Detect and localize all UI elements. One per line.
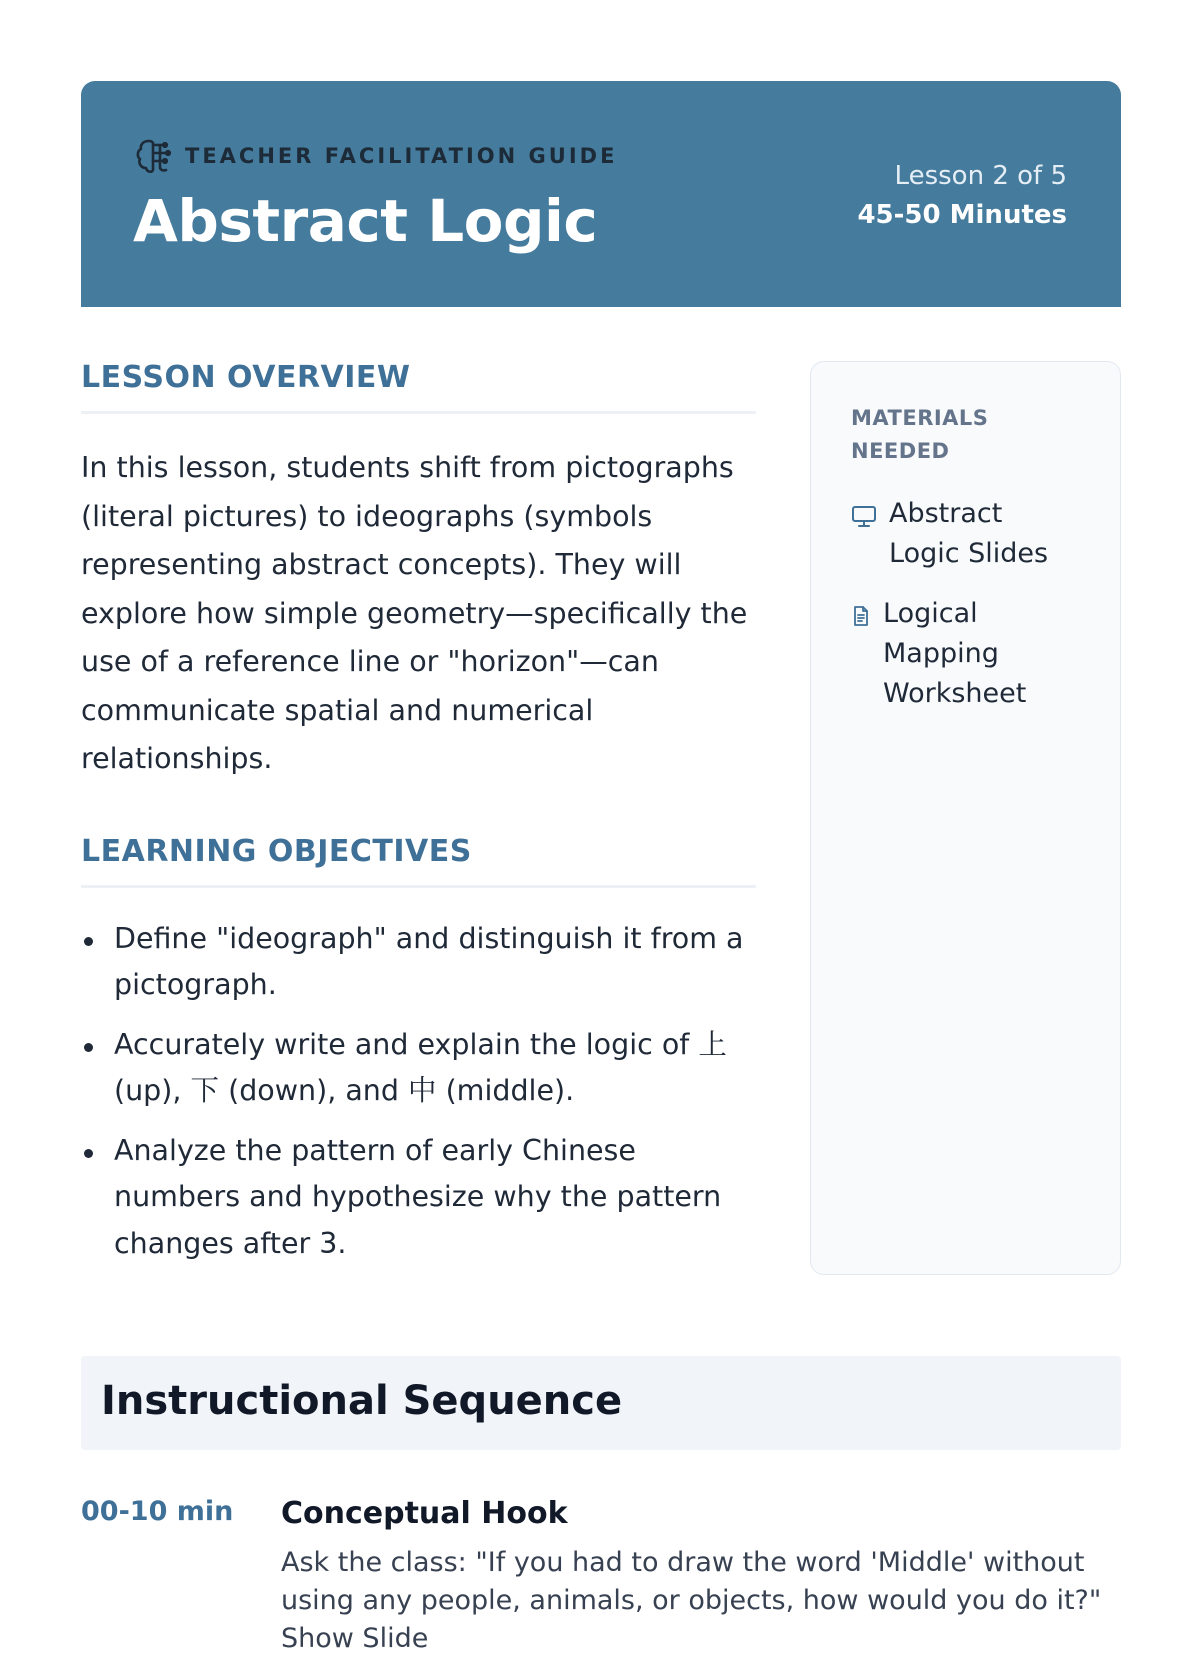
sequence-heading: Instructional Sequence bbox=[101, 1378, 623, 1424]
list-item: Accurately write and explain the logic of 上 (up), 下 (down), and 中 (middle). bbox=[81, 1022, 756, 1115]
lesson-duration: 45-50 Minutes bbox=[857, 200, 1067, 230]
step-title: Conceptual Hook bbox=[281, 1496, 568, 1531]
list-item: Analyze the pattern of early Chinese numbers and hypothesize why the pattern changes after 3. bbox=[81, 1128, 756, 1268]
overview-heading: LESSON OVERVIEW bbox=[81, 360, 756, 414]
material-label: Abstract Logic Slides bbox=[889, 498, 1049, 569]
main-content bbox=[81, 360, 756, 1280]
lesson-number: Lesson 2 of 5 bbox=[894, 161, 1067, 191]
step-time: 00-10 min bbox=[81, 1496, 234, 1527]
list-item: Define "ideograph" and distinguish it from a pictograph. bbox=[81, 916, 756, 1009]
objectives-list bbox=[81, 916, 756, 1268]
material-label: Logical Mapping Worksheet bbox=[883, 598, 1027, 709]
objectives-heading: LEARNING OBJECTIVES bbox=[81, 834, 756, 888]
material-item-worksheet[interactable] bbox=[851, 594, 1080, 714]
materials-sidebar bbox=[810, 361, 1121, 1275]
lesson-header bbox=[81, 81, 1121, 307]
lesson-meta bbox=[857, 157, 1067, 235]
overview-text: In this lesson, students shift from pictographs (literal pictures) to ideographs (symbols representing abstract concepts). They will explore how simple geometry—specifically the use of a reference line or "horizon"—can communicate spatial and numerical relationships. bbox=[81, 451, 748, 775]
materials-list bbox=[851, 494, 1080, 714]
brain-icon bbox=[135, 137, 171, 175]
sequence-header bbox=[81, 1356, 1121, 1450]
materials-heading: MATERIALS NEEDED bbox=[851, 406, 989, 463]
presentation-icon bbox=[851, 504, 877, 528]
step-text: Ask the class: "If you had to draw the word 'Middle' without using any people, animals, or objects, how would you do it?" Show Slide bbox=[281, 1547, 1102, 1654]
material-item-slides[interactable] bbox=[851, 494, 1080, 574]
guide-eyebrow bbox=[135, 137, 617, 175]
guide-eyebrow-label: TEACHER FACILITATION GUIDE bbox=[185, 144, 618, 168]
document-icon bbox=[851, 604, 871, 628]
page-title: Abstract Logic bbox=[133, 187, 598, 255]
